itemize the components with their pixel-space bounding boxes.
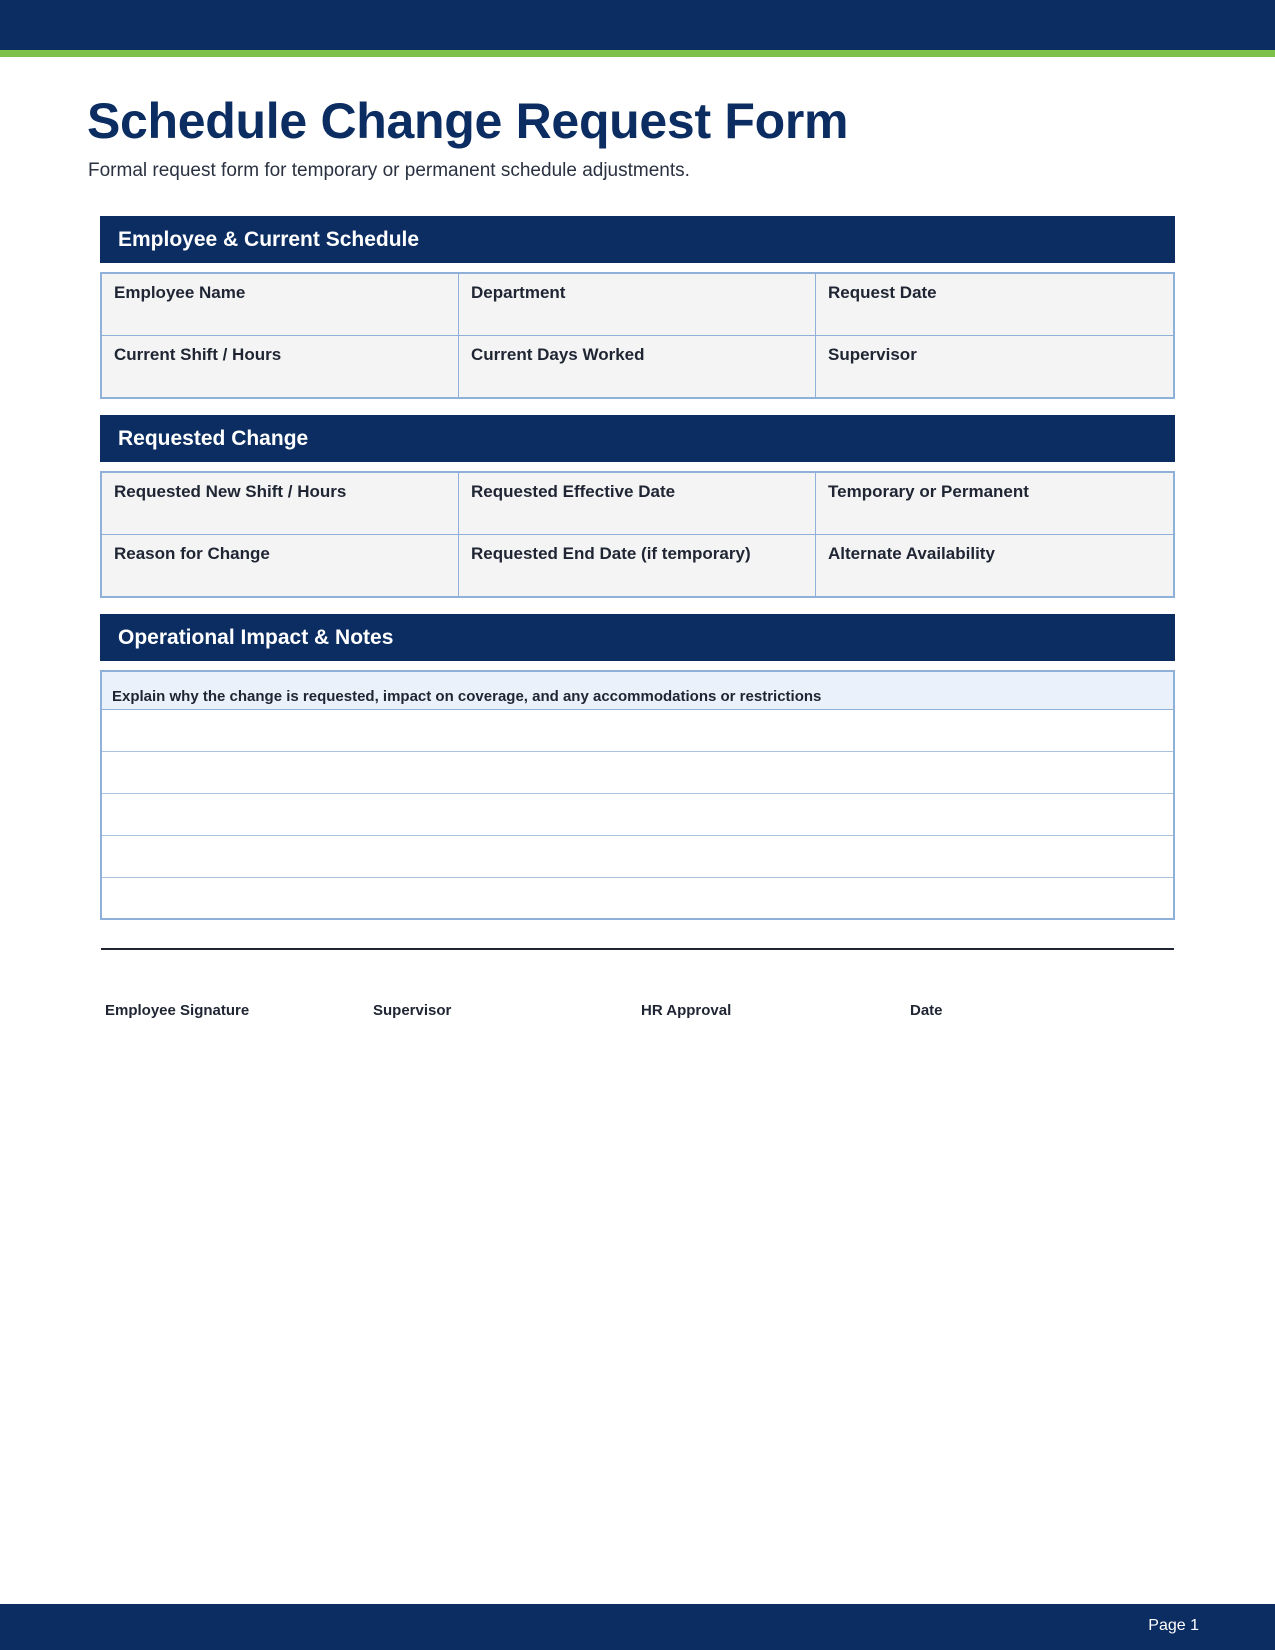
current-days-field[interactable]: Current Days Worked: [459, 336, 816, 398]
notes-line[interactable]: [102, 794, 1173, 836]
notes-line[interactable]: [102, 710, 1173, 752]
new-shift-field[interactable]: Requested New Shift / Hours: [102, 473, 459, 535]
top-banner: [0, 0, 1275, 50]
requested-change-grid: [100, 471, 1175, 598]
section-header-operational-impact: Operational Impact & Notes: [100, 614, 1175, 661]
notes-prompt: Explain why the change is requested, impact on coverage, and any accommodations or restrictions: [102, 672, 1173, 710]
alternate-availability-field[interactable]: Alternate Availability: [828, 543, 995, 563]
employee-name-field[interactable]: Employee Name: [102, 274, 459, 336]
employee-fields-grid: [100, 272, 1175, 399]
footer-bar: [0, 1604, 1275, 1650]
top-accent-stripe: [0, 50, 1275, 57]
page-number: Page 1: [1148, 1617, 1199, 1634]
hr-approval-label: HR Approval: [641, 1002, 732, 1019]
department-field[interactable]: Department: [459, 274, 816, 336]
reason-field[interactable]: Reason for Change: [102, 535, 459, 597]
section-header-employee: Employee & Current Schedule: [100, 216, 1175, 263]
notes-line[interactable]: [102, 878, 1173, 920]
effective-date-field[interactable]: Requested Effective Date: [459, 473, 816, 535]
date-signature-label: Date: [910, 1002, 943, 1019]
signature-rule: [101, 948, 1174, 950]
page-subtitle: Formal request form for temporary or permanent schedule adjustments.: [88, 160, 690, 181]
supervisor-signature-label: Supervisor: [373, 1002, 452, 1019]
section-header-requested-change: Requested Change: [100, 415, 1175, 462]
notes-line[interactable]: [102, 752, 1173, 794]
temporary-permanent-field[interactable]: Temporary or Permanent: [816, 473, 1173, 535]
supervisor-field[interactable]: Supervisor: [828, 344, 917, 364]
page-title: Schedule Change Request Form: [87, 93, 849, 149]
notes-box: [100, 670, 1175, 920]
end-date-field[interactable]: Requested End Date (if temporary): [459, 535, 816, 597]
employee-signature-label: Employee Signature: [105, 1002, 250, 1019]
request-date-field[interactable]: Request Date: [816, 274, 1173, 336]
notes-line[interactable]: [102, 836, 1173, 878]
current-shift-field[interactable]: Current Shift / Hours: [102, 336, 459, 398]
